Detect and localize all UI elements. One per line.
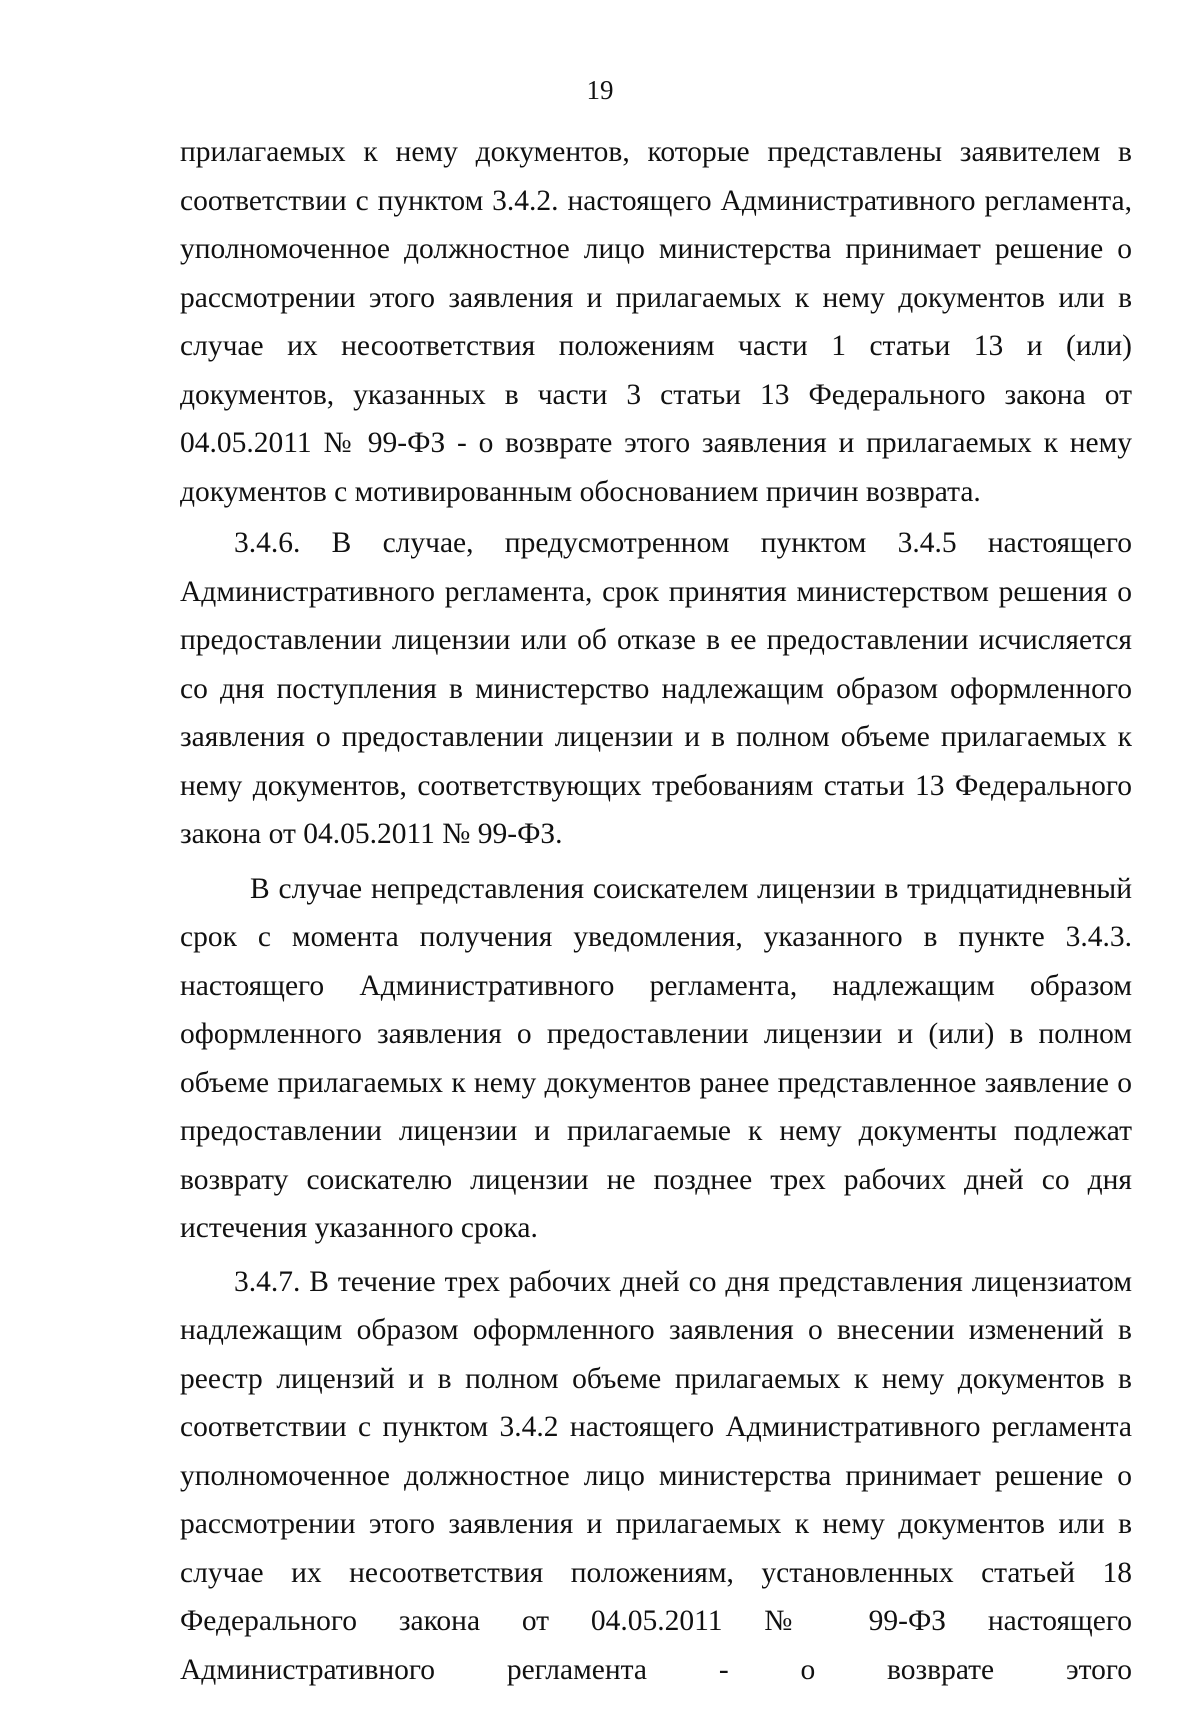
paragraph-3-4-7: 3.4.7. В течение трех рабочих дней со дня представления лицензиатом надлежащим образом оформленного заявления о внесении изменений в реестр лицензий и в полном объеме прилагаемых к нему документов в соответствии с пунктом 3.4.2 настоящего Административного регламента уполномоченное должностное лицо министерства принимает решение о рассмотрении этого заявления и прилагаемых к нему документов или в случае их несоответствия положениям, установленных статьей 18 Федерального закона от 04.05.2011 № 99-ФЗ настоящего Административного регламента - о возврате этого: [180, 1265, 1132, 1686]
paragraph-continuation: прилагаемых к нему документов, которые представлены заявителем в соответствии с пунктом 3.4.2. настоящего Административного регламента, уполномоченное должностное лицо министерства принимает решение о рассмотрении этого заявления и прилагаемых к нему документов или в случае их несоответствия положениям части 1 статьи 13 и (или) документов, указанных в части 3 статьи 13 Федерального закона от 04.05.2011 № 99-ФЗ - о возврате этого заявления и прилагаемых к нему документов с мотивированным обоснованием причин возврата.: [180, 136, 1132, 508]
paragraph-non-submission: В случае непредставления соискателем лицензии в тридцатидневный срок с момента получения уведомления, указанного в пункте 3.4.3. настоящего Административного регламента, надлежащим образом оформленного заявления о предоставлении лицензии и (или) в полном объеме прилагаемых к нему документов ранее представленное заявление о предоставлении лицензии и прилагаемые к нему документы подлежат возврату соискателю лицензии не позднее трех рабочих дней со дня истечения указанного срока.: [180, 872, 1132, 1244]
paragraph-3-4-6: 3.4.6. В случае, предусмотренном пунктом 3.4.5 настоящего Административного регламента, срок принятия министерством решения о предоставлении лицензии или об отказе в ее предоставлении исчисляется со дня поступления в министерство надлежащим образом оформленного заявления о предоставлении лицензии и в полном объеме прилагаемых к нему документов, соответствующих требованиям статьи 13 Федерального закона от 04.05.2011 № 99-ФЗ.: [180, 527, 1132, 850]
document-body: [180, 128, 1132, 1694]
page-number: 19: [586, 75, 614, 105]
